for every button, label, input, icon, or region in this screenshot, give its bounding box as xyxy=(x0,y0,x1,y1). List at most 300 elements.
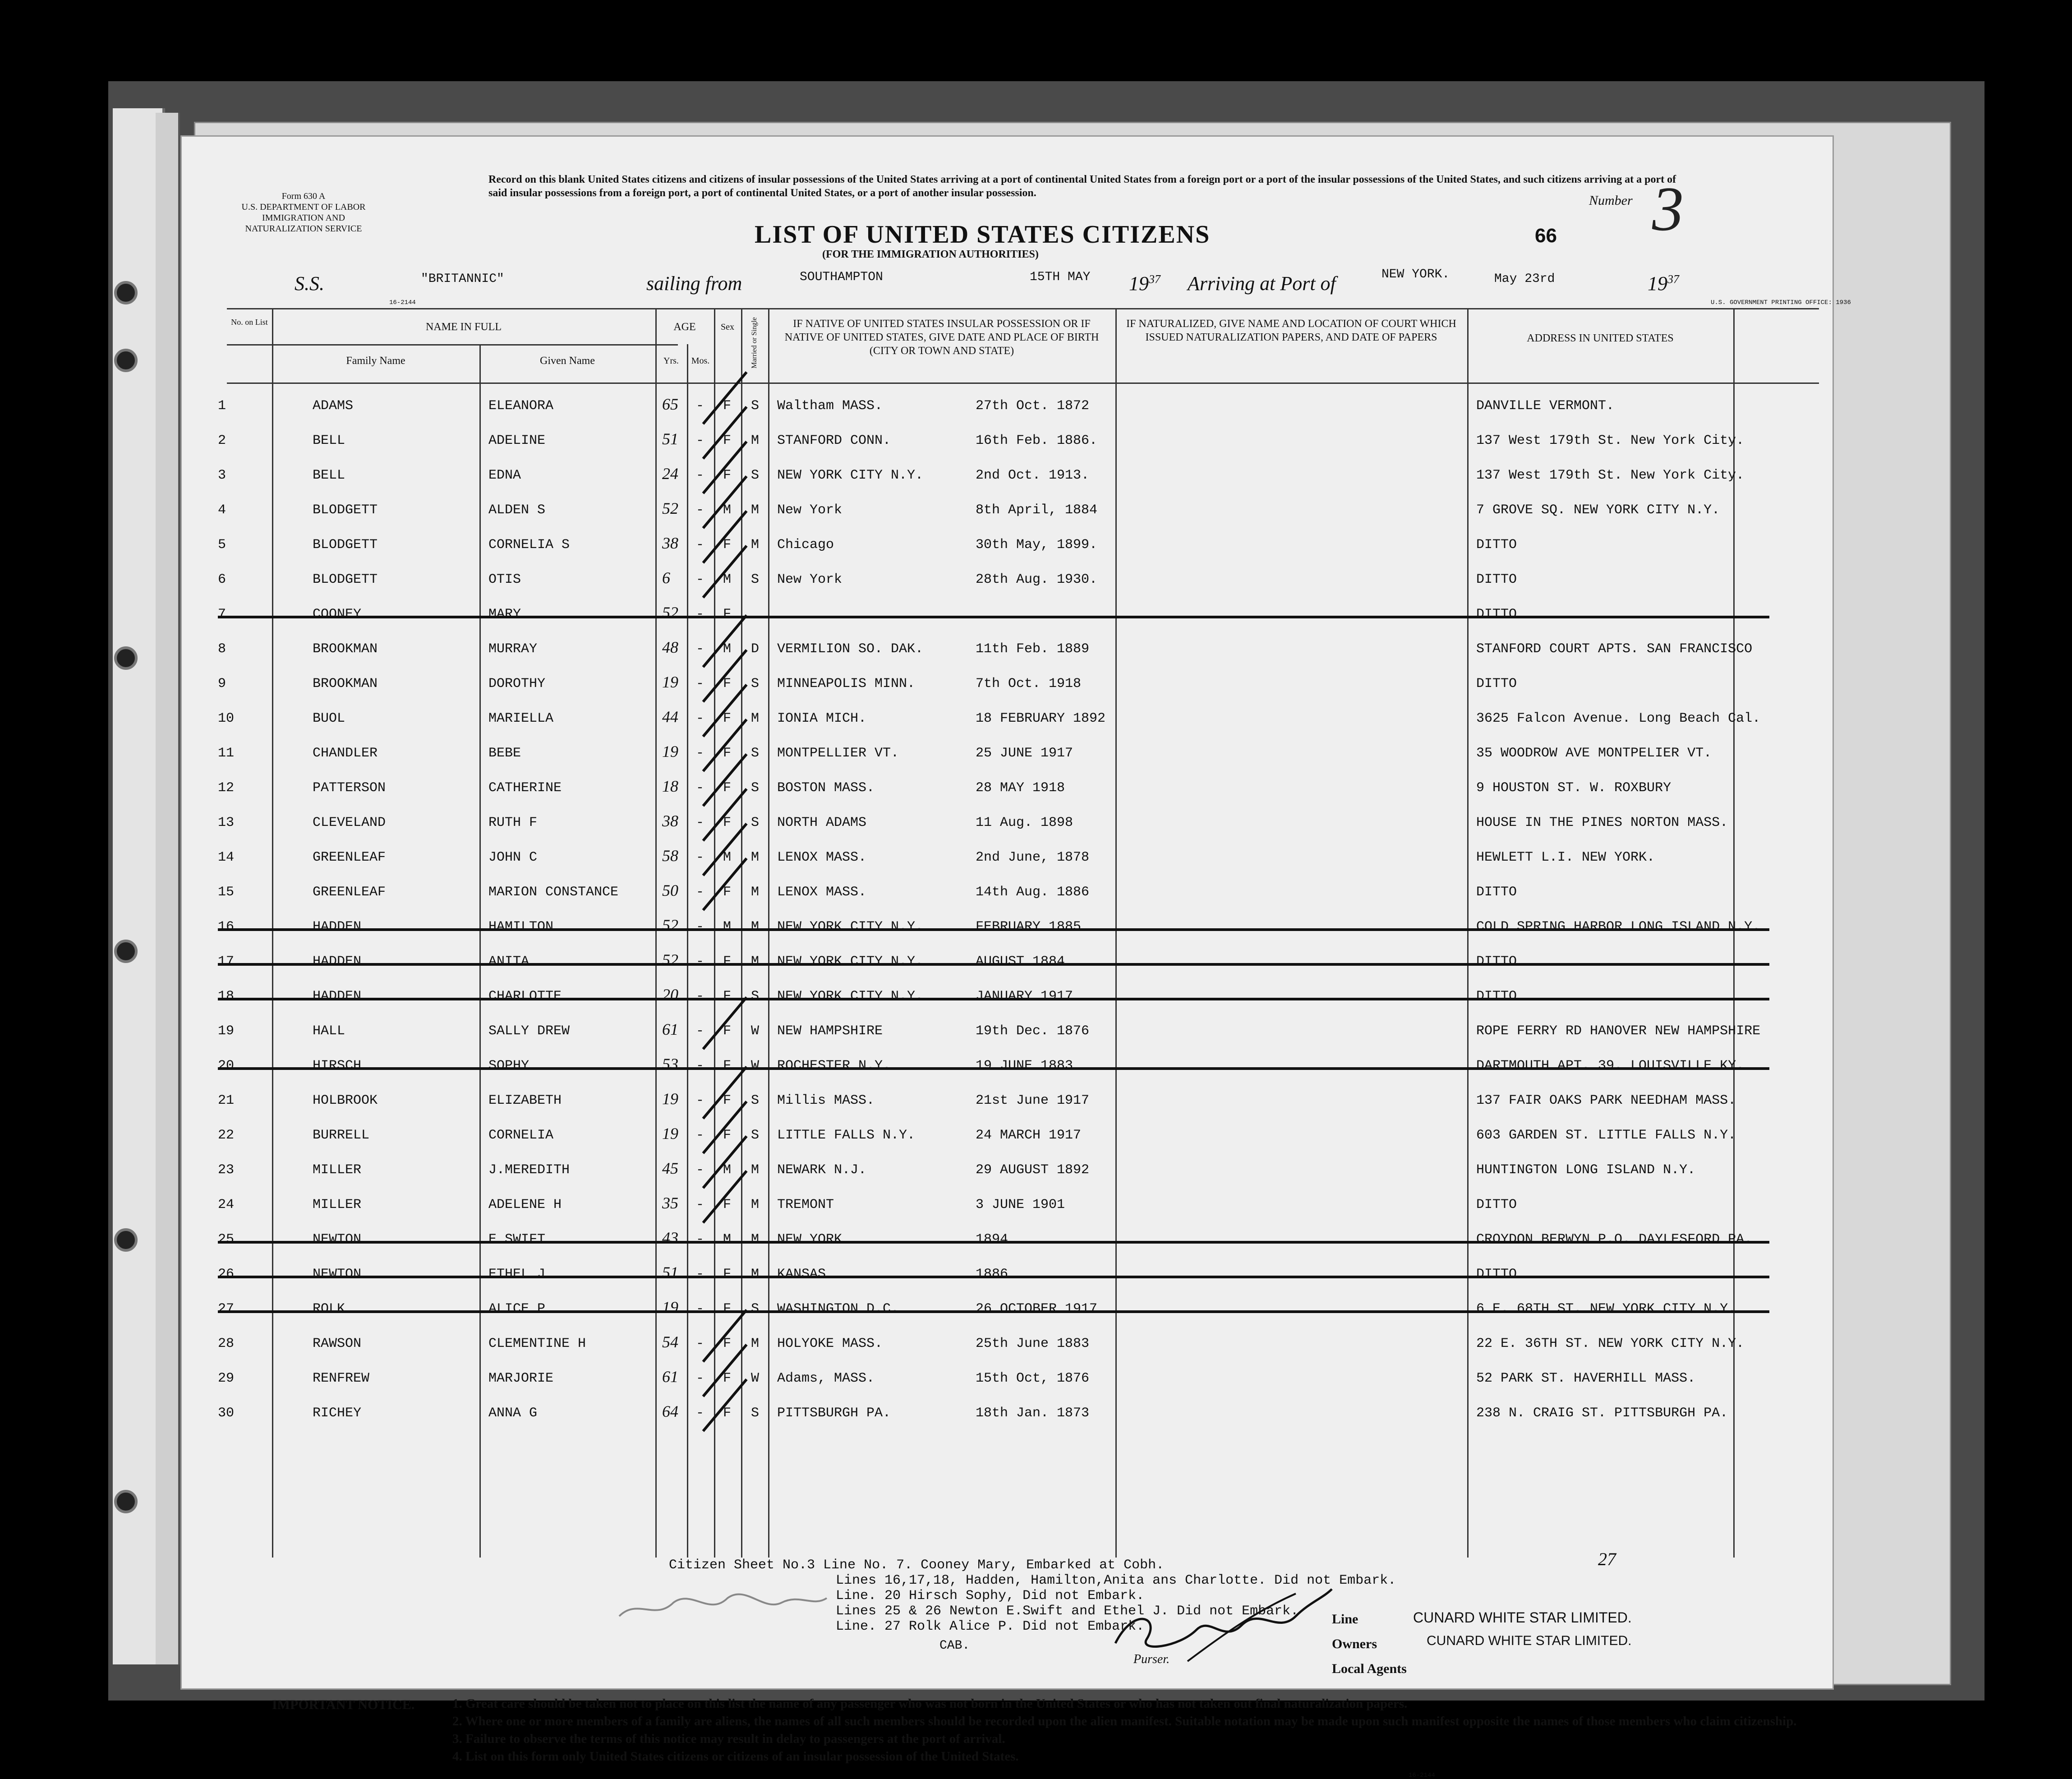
arrival-port: NEW YORK. xyxy=(1381,267,1450,281)
cell-address: DITTO xyxy=(1476,1197,1517,1212)
form-issuer: Form 630 A U.S. DEPARTMENT OF LABOR IMMIGRATION AND NATURALIZATION SERVICE xyxy=(241,191,366,234)
cell-no: 10 xyxy=(218,711,235,726)
cell-mos: - xyxy=(696,746,704,761)
cell-family: HOLBROOK xyxy=(313,1093,378,1108)
cell-given: E SWIFT xyxy=(488,1232,546,1247)
cell-date: 15th Oct, 1876 xyxy=(976,1371,1090,1386)
cell-date: 11 Aug. 1898 xyxy=(976,815,1073,830)
pencil-annotation xyxy=(610,1580,836,1630)
page-count: 27 xyxy=(1598,1549,1616,1569)
cell-address: 3625 Falcon Avenue. Long Beach Cal. xyxy=(1476,711,1761,726)
cell-address: DITTO xyxy=(1476,537,1517,553)
cell-yrs: 52 xyxy=(662,916,678,934)
col-header-birth: IF NATIVE OF UNITED STATES INSULAR POSSESSION OR IF NATIVE OF UNITED STATES, GIVE DATE AND PLACE OF BIRTH (CITY OR TOWN AND STATE) xyxy=(784,318,1099,357)
ship-name: "BRITANNIC" xyxy=(421,272,504,286)
table-row xyxy=(182,737,1833,771)
cell-place: WASHINGTON D.C. xyxy=(777,1301,899,1317)
cell-no: 3 xyxy=(218,468,226,483)
cell-mos: - xyxy=(696,954,704,969)
cell-yrs: 48 xyxy=(662,638,678,656)
cell-given: ETHEL J xyxy=(488,1267,546,1282)
cell-sex: F xyxy=(723,1093,732,1108)
cell-no: 14 xyxy=(218,850,235,865)
cell-no: 12 xyxy=(218,780,235,796)
cell-yrs: 52 xyxy=(662,951,678,969)
cell-mos: - xyxy=(696,1093,704,1108)
cell-place: LENOX MASS. xyxy=(777,885,867,900)
cell-given: MARY xyxy=(488,607,521,622)
punch-hole xyxy=(114,1490,138,1513)
cell-date: 1886 xyxy=(976,1267,1008,1282)
cell-given: DOROTHY xyxy=(488,676,546,691)
cell-given: ALICE P xyxy=(488,1301,546,1317)
cell-place: BOSTON MASS. xyxy=(777,780,875,796)
number-label: Number xyxy=(1589,193,1633,208)
arrival-year: $19^{37}$ xyxy=(1648,272,1679,295)
cell-family: NEWTON xyxy=(313,1267,362,1282)
note-line: Line. 27 Rolk Alice P. Did not Embark. xyxy=(836,1619,1145,1634)
cell-ms: S xyxy=(751,676,760,691)
cell-ms: M xyxy=(751,919,760,935)
cell-mos: - xyxy=(696,1371,704,1386)
cell-yrs: 38 xyxy=(662,812,678,830)
cell-address: HOUSE IN THE PINES NORTON MASS. xyxy=(1476,815,1728,830)
cell-date: 19th Dec. 1876 xyxy=(976,1023,1090,1039)
cell-family: BROOKMAN xyxy=(313,641,378,657)
printer-line: U.S. GOVERNMENT PRINTING OFFICE: 1936 xyxy=(1711,299,1851,306)
cell-family: HADDEN xyxy=(313,954,362,969)
cell-ms: M xyxy=(751,885,760,900)
cell-address: 137 West 179th St. New York City. xyxy=(1476,468,1745,483)
cell-sex: F xyxy=(723,1058,732,1074)
cell-yrs: 54 xyxy=(662,1333,678,1351)
cell-given: ADELENE H xyxy=(488,1197,562,1212)
cell-place: New York xyxy=(777,502,843,518)
col-header-no: No. on List xyxy=(231,318,268,327)
owners-label: Owners xyxy=(1332,1636,1377,1651)
cell-ms: M xyxy=(751,537,760,553)
cell-family: NEWTON xyxy=(313,1232,362,1247)
cell-given: MARJORIE xyxy=(488,1371,554,1386)
cell-sex: F xyxy=(723,1128,732,1143)
cell-given: BEBE xyxy=(488,746,521,761)
cell-place: STANFORD CONN. xyxy=(777,433,891,448)
cell-address: 35 WOODROW AVE MONTPELIER VT. xyxy=(1476,746,1712,761)
cell-address: 137 West 179th St. New York City. xyxy=(1476,433,1745,448)
cell-sex: F xyxy=(723,885,732,900)
cell-date: 19 JUNE 1883 xyxy=(976,1058,1073,1074)
cell-place: NEW YORK xyxy=(777,1232,843,1247)
cell-yrs: 51 xyxy=(662,1263,678,1281)
cell-address: 238 N. CRAIG ST. PITTSBURGH PA. xyxy=(1476,1406,1728,1421)
cell-place: Adams, MASS. xyxy=(777,1371,875,1386)
cell-mos: - xyxy=(696,711,704,726)
cell-yrs: 24 xyxy=(662,465,678,483)
cell-mos: - xyxy=(696,885,704,900)
cell-date: 16th Feb. 1886. xyxy=(976,433,1098,448)
local-agents-label: Local Agents xyxy=(1332,1661,1407,1676)
cell-ms: S xyxy=(751,1093,760,1108)
cell-address: DITTO xyxy=(1476,954,1517,969)
table-row xyxy=(182,841,1833,876)
cell-sex: F xyxy=(723,676,732,691)
notice-item: 4. List on this form only United States citizens or citizens of an insular possession of the United States. xyxy=(452,1749,1019,1764)
notice-item: 1. Great care should be taken not to place on this list the name of any passenger who was not born in the United States or who has not taken out final naturalization papers. xyxy=(452,1696,1408,1711)
cell-mos: - xyxy=(696,641,704,657)
cell-ms: M xyxy=(751,1267,760,1282)
strike-line xyxy=(218,1241,1769,1244)
table-row xyxy=(182,389,1833,424)
cell-yrs: 58 xyxy=(662,847,678,865)
cell-no: 15 xyxy=(218,885,235,900)
cell-mos: - xyxy=(696,1128,704,1143)
cell-date: 25 JUNE 1917 xyxy=(976,746,1073,761)
cell-yrs: 19 xyxy=(662,1090,678,1108)
cell-given: SOPHY xyxy=(488,1058,530,1074)
cell-family: MILLER xyxy=(313,1197,362,1212)
cell-address: 137 FAIR OAKS PARK NEEDHAM MASS. xyxy=(1476,1093,1736,1108)
cell-sex: F xyxy=(723,1023,732,1039)
cell-date: 18th Jan. 1873 xyxy=(976,1406,1090,1421)
cell-yrs: 51 xyxy=(662,430,678,448)
table-row xyxy=(182,1258,1833,1292)
cell-yrs: 52 xyxy=(662,604,678,622)
cell-given: MURRAY xyxy=(488,641,538,657)
cell-sex: F xyxy=(723,398,732,414)
cell-address: DITTO xyxy=(1476,885,1517,900)
cell-date: 27th Oct. 1872 xyxy=(976,398,1090,414)
manifest-sheet xyxy=(180,135,1851,1779)
cell-no: 17 xyxy=(218,954,235,969)
cell-ms: W xyxy=(751,1023,760,1039)
owners-value: CUNARD WHITE STAR LIMITED. xyxy=(1427,1633,1632,1648)
line-value: CUNARD WHITE STAR LIMITED. xyxy=(1413,1609,1632,1626)
note-line: Line. 20 Hirsch Sophy, Did not Embark. xyxy=(836,1588,1145,1604)
cell-no: 21 xyxy=(218,1093,235,1108)
cell-no: 4 xyxy=(218,502,226,518)
cell-mos: - xyxy=(696,537,704,553)
cell-place: NEW YORK CITY N.Y. xyxy=(777,468,924,483)
cell-ms: M xyxy=(751,954,760,969)
cell-date: AUGUST 1884 xyxy=(976,954,1065,969)
punch-hole xyxy=(114,646,138,670)
cell-place: IONIA MICH. xyxy=(777,711,867,726)
cell-ms: S xyxy=(751,815,760,830)
cell-sex: M xyxy=(723,502,732,518)
cell-sex: F xyxy=(723,954,732,969)
notice-item: 2. Where one or more members of a family are aliens, the names of all such members should be recorded upon the alien manifest. Suitable notation may be made upon such manifest opposite the names of those members who claim citizenship. xyxy=(452,1714,1797,1728)
sailing-from-port: SOUTHAMPTON xyxy=(800,270,883,284)
cell-place: NEW YORK CITY N.Y. xyxy=(777,919,924,935)
cell-address: 603 GARDEN ST. LITTLE FALLS N.Y. xyxy=(1476,1128,1736,1143)
table-row xyxy=(182,667,1833,702)
cell-given: CORNELIA S xyxy=(488,537,570,553)
cell-family: BUOL xyxy=(313,711,345,726)
cell-date: FEBRUARY 1885 xyxy=(976,919,1082,935)
cell-yrs: 19 xyxy=(662,673,678,691)
cell-mos: - xyxy=(696,1162,704,1178)
cell-address: HUNTINGTON LONG ISLAND N.Y. xyxy=(1476,1162,1696,1178)
cell-sex: F xyxy=(723,433,732,448)
punch-hole xyxy=(114,349,138,372)
cell-given: SALLY DREW xyxy=(488,1023,570,1039)
print-code: 16-2144 xyxy=(389,299,416,306)
cell-ms: S xyxy=(751,989,760,1004)
cell-sex: M xyxy=(723,641,732,657)
cell-family: CHANDLER xyxy=(313,746,378,761)
cell-yrs: 61 xyxy=(662,1368,678,1386)
col-header-address: ADDRESS IN UNITED STATES xyxy=(1527,332,1674,344)
cell-address: CROYDON BERWYN P.O. DAYLESFORD PA. xyxy=(1476,1232,1753,1247)
cab-mark: CAB. xyxy=(939,1639,970,1653)
col-header-yrs: Yrs. xyxy=(663,356,679,366)
cell-place: NEW HAMPSHIRE xyxy=(777,1023,883,1039)
cell-place: NORTH ADAMS xyxy=(777,815,867,830)
col-header-name: NAME IN FULL xyxy=(426,321,502,333)
cell-sex: F xyxy=(723,1371,732,1386)
cell-given: EDNA xyxy=(488,468,521,483)
sailing-from-label: sailing from xyxy=(646,272,742,295)
table-row xyxy=(182,1084,1833,1119)
table-row xyxy=(182,1327,1833,1362)
cell-family: GREENLEAF xyxy=(313,850,386,865)
cell-family: BURRELL xyxy=(313,1128,370,1143)
cell-family: BLODGETT xyxy=(313,537,378,553)
cell-date: 30th May, 1899. xyxy=(976,537,1098,553)
cell-no: 28 xyxy=(218,1336,235,1351)
cell-address: 7 GROVE SQ. NEW YORK CITY N.Y. xyxy=(1476,502,1720,518)
cell-date: 14th Aug. 1886 xyxy=(976,885,1090,900)
table-row xyxy=(182,771,1833,806)
cell-yrs: 19 xyxy=(662,742,678,760)
handwritten-number: 3 xyxy=(1652,174,1684,244)
cell-mos: - xyxy=(696,502,704,518)
cell-place: MONTPELLIER VT. xyxy=(777,746,899,761)
note-line: Lines 16,17,18, Hadden, Hamilton,Anita ans Charlotte. Did not Embark. xyxy=(836,1573,1396,1588)
cell-place: KANSAS xyxy=(777,1267,826,1282)
cell-address: 52 PARK ST. HAVERHILL MASS. xyxy=(1476,1371,1696,1386)
cell-address: DITTO xyxy=(1476,676,1517,691)
cell-address: COLD SPRING HARBOR LONG ISLAND N.Y. xyxy=(1476,919,1761,935)
cell-ms: W xyxy=(751,1371,760,1386)
table-row xyxy=(182,563,1833,598)
cell-ms: M xyxy=(751,850,760,865)
cell-ms: S xyxy=(751,572,760,587)
cell-place: VERMILION SO. DAK. xyxy=(777,641,924,657)
cell-ms: M xyxy=(751,433,760,448)
cell-given: HAMILTON xyxy=(488,919,554,935)
cell-family: MILLER xyxy=(313,1162,362,1178)
table-row xyxy=(182,910,1833,945)
cell-no: 13 xyxy=(218,815,235,830)
cell-place: Waltham MASS. xyxy=(777,398,883,414)
cell-family: HIRSCH xyxy=(313,1058,362,1074)
cell-mos: - xyxy=(696,1197,704,1212)
strike-line xyxy=(218,616,1769,618)
departure-year: $19^{37}$ xyxy=(1129,272,1160,295)
cell-mos: - xyxy=(696,1232,704,1247)
table-row xyxy=(182,598,1833,632)
cell-mos: - xyxy=(696,1023,704,1039)
cell-family: ROLK xyxy=(313,1301,345,1317)
cell-ms: M xyxy=(751,1162,760,1178)
cell-family: COONEY xyxy=(313,607,362,622)
table-row xyxy=(182,528,1833,563)
cell-place: HOLYOKE MASS. xyxy=(777,1336,883,1351)
cell-ms: S xyxy=(751,1406,760,1421)
table-row xyxy=(182,806,1833,841)
cell-no: 23 xyxy=(218,1162,235,1178)
cell-yrs: 43 xyxy=(662,1229,678,1247)
cell-ms: W xyxy=(751,1058,760,1074)
check-mark xyxy=(702,371,748,425)
cell-date: 26 OCTOBER 1917 xyxy=(976,1301,1098,1317)
ss-label: S.S. xyxy=(295,272,324,295)
cell-family: RICHEY xyxy=(313,1406,362,1421)
page-subtitle: (FOR THE IMMIGRATION AUTHORITIES) xyxy=(822,249,1039,260)
table-row xyxy=(182,459,1833,493)
cell-date: 25th June 1883 xyxy=(976,1336,1090,1351)
cell-sex: F xyxy=(723,1336,732,1351)
cell-no: 26 xyxy=(218,1267,235,1282)
punch-hole xyxy=(114,940,138,963)
cell-given: ANITA xyxy=(488,954,530,969)
cell-ms: S xyxy=(751,746,760,761)
punch-hole xyxy=(114,281,138,304)
table-row xyxy=(182,493,1833,528)
cell-sex: F xyxy=(723,746,732,761)
cell-sex: F xyxy=(723,989,732,1004)
cell-mos: - xyxy=(696,607,704,622)
table-row xyxy=(182,424,1833,459)
col-header-sex: Sex xyxy=(721,322,734,332)
cell-yrs: 61 xyxy=(662,1020,678,1038)
cell-sex: F xyxy=(723,468,732,483)
header-bottom-rule xyxy=(227,383,1819,384)
cell-sex: F xyxy=(723,537,732,553)
cell-date: 2nd June, 1878 xyxy=(976,850,1090,865)
cell-ms: M xyxy=(751,711,760,726)
cell-given: ELEANORA xyxy=(488,398,554,414)
col-header-mos: Mos. xyxy=(691,356,710,366)
cell-given: CHARLOTTE xyxy=(488,989,562,1004)
cell-family: GREENLEAF xyxy=(313,885,386,900)
cell-yrs: 6 xyxy=(662,569,670,587)
table-row xyxy=(182,1292,1833,1327)
punch-hole xyxy=(114,1228,138,1252)
cell-family: ADAMS xyxy=(313,398,354,414)
cell-family: HADDEN xyxy=(313,989,362,1004)
cell-sex: F xyxy=(723,711,732,726)
cell-sex: F xyxy=(723,1406,732,1421)
cell-no: 20 xyxy=(218,1058,235,1074)
cell-sex: M xyxy=(723,572,732,587)
cell-no: 24 xyxy=(218,1197,235,1212)
cell-no: 18 xyxy=(218,989,235,1004)
cell-yrs: 38 xyxy=(662,534,678,552)
cell-ms: D xyxy=(751,641,760,657)
cell-date: 2nd Oct. 1913. xyxy=(976,468,1090,483)
cell-family: BLODGETT xyxy=(313,572,378,587)
cell-address: DARTMOUTH APT. 39. LOUISVILLE KY. xyxy=(1476,1058,1745,1074)
cell-ms: S xyxy=(751,1301,760,1317)
cell-mos: - xyxy=(696,398,704,414)
cell-family: BELL xyxy=(313,433,345,448)
cell-mos: - xyxy=(696,919,704,935)
cell-sex: F xyxy=(723,1301,732,1317)
cell-sex: M xyxy=(723,1162,732,1178)
cell-family: BELL xyxy=(313,468,345,483)
cell-address: ROPE FERRY RD HANOVER NEW HAMPSHIRE xyxy=(1476,1023,1761,1039)
cell-no: 29 xyxy=(218,1371,235,1386)
line-label: Line xyxy=(1332,1612,1358,1627)
cell-sex: F xyxy=(723,607,732,622)
cell-mos: - xyxy=(696,1267,704,1282)
cell-place: Chicago xyxy=(777,537,834,553)
cell-given: OTIS xyxy=(488,572,521,587)
cell-address: DITTO xyxy=(1476,572,1517,587)
cell-no: 19 xyxy=(218,1023,235,1039)
cell-date: 8th April, 1884 xyxy=(976,502,1098,518)
cell-date: JANUARY 1917 xyxy=(976,989,1073,1004)
sheet-number: 66 xyxy=(1535,225,1557,247)
cell-date: 18 FEBRUARY 1892 xyxy=(976,711,1106,726)
cell-given: CLEMENTINE H xyxy=(488,1336,586,1351)
cell-date: 21st June 1917 xyxy=(976,1093,1090,1108)
cell-yrs: 65 xyxy=(662,395,678,413)
cell-yrs: 52 xyxy=(662,499,678,517)
table-row xyxy=(182,876,1833,910)
cell-address: 9 HOUSTON ST. W. ROXBURY xyxy=(1476,780,1671,796)
notice-items xyxy=(452,1695,1805,1765)
cell-given: ELIZABETH xyxy=(488,1093,562,1108)
cell-given: JOHN C xyxy=(488,850,538,865)
cell-mos: - xyxy=(696,780,704,796)
table-row xyxy=(182,1223,1833,1258)
cell-mos: - xyxy=(696,1406,704,1421)
cell-ms: S xyxy=(751,468,760,483)
cell-no: 25 xyxy=(218,1232,235,1247)
table-row xyxy=(182,1153,1833,1188)
cell-ms: M xyxy=(751,1232,760,1247)
table-top-rule xyxy=(227,308,1819,309)
cell-mos: - xyxy=(696,850,704,865)
cell-given: RUTH F xyxy=(488,815,538,830)
cell-yrs: 53 xyxy=(662,1055,678,1073)
header-subrule xyxy=(227,344,678,346)
page-title: LIST OF UNITED STATES CITIZENS xyxy=(755,221,1211,249)
cell-given: ANNA G xyxy=(488,1406,538,1421)
cell-no: 30 xyxy=(218,1406,235,1421)
note-line: Citizen Sheet No.3 Line No. 7. Cooney Mary, Embarked at Cobh. xyxy=(669,1558,1165,1573)
notice-code: 16-2144 xyxy=(1409,1772,1435,1779)
cell-place: NEW YORK CITY N.Y. xyxy=(777,954,924,969)
cell-ms: S xyxy=(751,1128,760,1143)
cell-address: DITTO xyxy=(1476,989,1517,1004)
cell-sex: F xyxy=(723,815,732,830)
cell-given: CORNELIA xyxy=(488,1128,554,1143)
cell-date: 28th Aug. 1930. xyxy=(976,572,1098,587)
cell-no: 7 xyxy=(218,607,226,622)
strike-line xyxy=(218,1067,1769,1070)
cell-place: New York xyxy=(777,572,843,587)
cell-yrs: 35 xyxy=(662,1194,678,1212)
cell-sex: F xyxy=(723,780,732,796)
cell-address: DITTO xyxy=(1476,607,1517,622)
table-row xyxy=(182,1014,1833,1049)
purser-signature xyxy=(1106,1580,1341,1670)
cell-family: HADDEN xyxy=(313,919,362,935)
